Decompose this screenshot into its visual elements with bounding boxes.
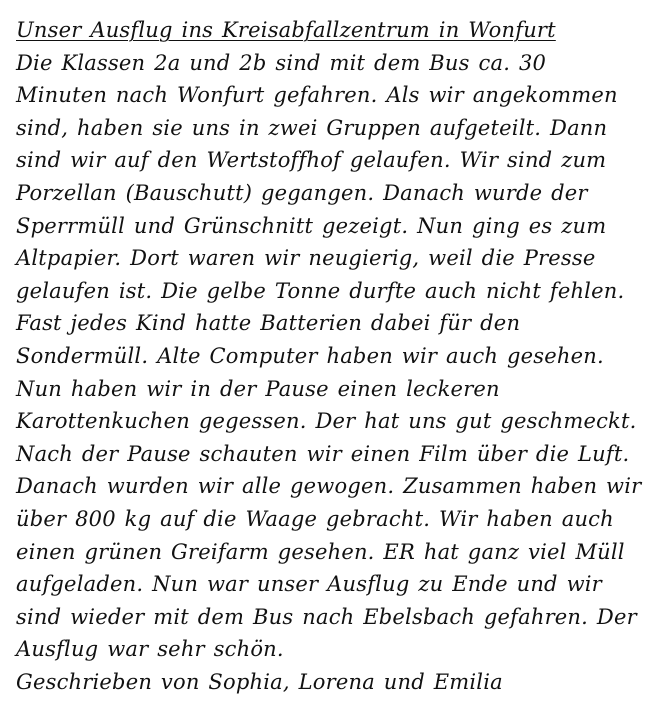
text-line-11: Nun haben wir in der Pause einen leckeren [16,376,500,401]
text-line-17: aufgeladen. Nun war unser Ausflug zu Ende und wir [16,572,602,597]
text-line-4: sind wir auf den Wertstoffhof gelaufen. Wir sind zum [16,148,607,173]
text-line-3: sind, haben sie uns in zwei Gruppen aufgeteilt. Dann [16,115,608,140]
text-line-8: gelaufen ist. Die gelbe Tonne durfte auch nicht fehlen. [16,278,625,303]
page-title: Unser Ausflug ins Kreisabfallzentrum in Wonfurt [16,18,556,42]
text-line-5: Porzellan (Bauschutt) gegangen. Danach wurde der [16,180,588,205]
text-line-18: sind wieder mit dem Bus nach Ebelsbach gefahren. Der [16,604,637,629]
text-line-6: Sperrmüll und Grünschnitt gezeigt. Nun ging es zum [16,213,607,238]
handwritten-page [16,14,646,698]
text-line-1: Die Klassen 2a und 2b sind mit dem Bus ca. 30 [16,50,547,75]
text-line-10: Sondermüll. Alte Computer haben wir auch gesehen. [16,343,604,368]
text-line-19: Ausflug war sehr schön. [16,637,284,662]
text-line-12: Karottenkuchen gegessen. Der hat uns gut geschmeckt. [16,409,637,434]
text-line-16: einen grünen Greifarm gesehen. ER hat ganz viel Müll [16,539,625,564]
text-line-2: Minuten nach Wonfurt gefahren. Als wir angekommen [16,83,618,108]
text-line-7: Altpapier. Dort waren wir neugierig, weil die Presse [16,246,596,271]
text-line-9: Fast jedes Kind hatte Batterien dabei für den [16,311,521,336]
signature-line: Geschrieben von Sophia, Lorena und Emilia [16,669,503,694]
text-line-13: Nach der Pause schauten wir einen Film über die Luft. [16,441,630,466]
text-line-15: über 800 kg auf die Waage gebracht. Wir haben auch [16,506,614,531]
text-line-14: Danach wurden wir alle gewogen. Zusammen haben wir [16,474,642,499]
